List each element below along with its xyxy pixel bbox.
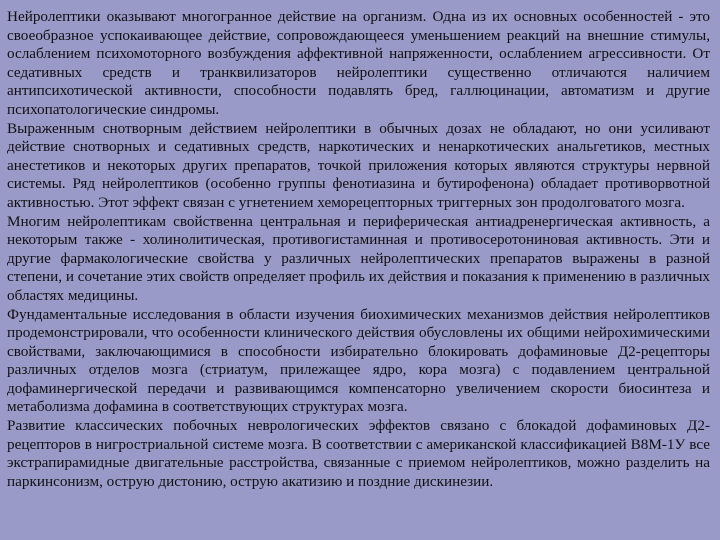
paragraph-3: Многим нейролептикам свойственна центральная и периферическая антиадренергическая активность, а некоторым также - холинолитическая, противогистаминная и противосеротониновая активность. Эти и другие фармакологические свойства у различных нейролептических препаратов выражены в разной степени, и сочетание этих свойств определяет профиль их действия и показания к применению в различных областях медицины.: [7, 212, 710, 304]
paragraph-4: Фундаментальные исследования в области изучения биохимических механизмов действия нейролептиков продемонстрировали, что особенности клинического действия обусловлены их общими нейрохимическими свойствами, заключающимися в способности избирательно блокировать дофаминовые Д2-рецепторы различных отделов мозга (стриатум, прилежащее ядро, кора мозга) с подавлением центральной дофаминергической передачи и развивающимся компенсаторно увеличением скорости биосинтеза и метаболизма дофамина в соответствующих структурах мозга.: [7, 305, 710, 416]
paragraph-2: Выраженным снотворным действием нейролептики в обычных дозах не обладают, но они усиливают действие снотворных и седативных средств, наркотических и ненаркотических анальгетиков, местных анестетиков и некоторых других препаратов, точкой приложения которых являются структуры нервной системы. Ряд нейролептиков (особенно группы фенотиазина и бутирофенона) обладает противорвотной активностью. Этот эффект связан с угнетением хеморецепторных триггерных зон продолговатого мозга.: [7, 119, 710, 211]
paragraph-5: Развитие классических побочных неврологических эффектов связано с блокадой дофаминовых Д2-рецепторов в нигростриальной системе мозга. В соответствии с американской классификацией В8М-1У все экстрапирамидные двигательные расстройства, связанные с приемом нейролептиков, можно разделить на паркинсонизм, острую дистонию, острую акатизию и поздние дискинезии.: [7, 417, 710, 490]
paragraph-1: Нейролептики оказывают многогранное действие на организм. Одна из их основных особенностей - это своеобразное успокаивающее действие, сопровождающееся уменьшением реакций на внешние стимулы, ослаблением психомоторного возбуждения аффективной напряженности, ослаблением агрессивности. От седативных средств и транквилизаторов нейролептики существенно отличаются наличием антипсихотической активности, способности подавлять бред, галлюцинации, автоматизм и другие психопатологические синдромы.: [7, 8, 710, 118]
body-text: [7, 8, 710, 491]
